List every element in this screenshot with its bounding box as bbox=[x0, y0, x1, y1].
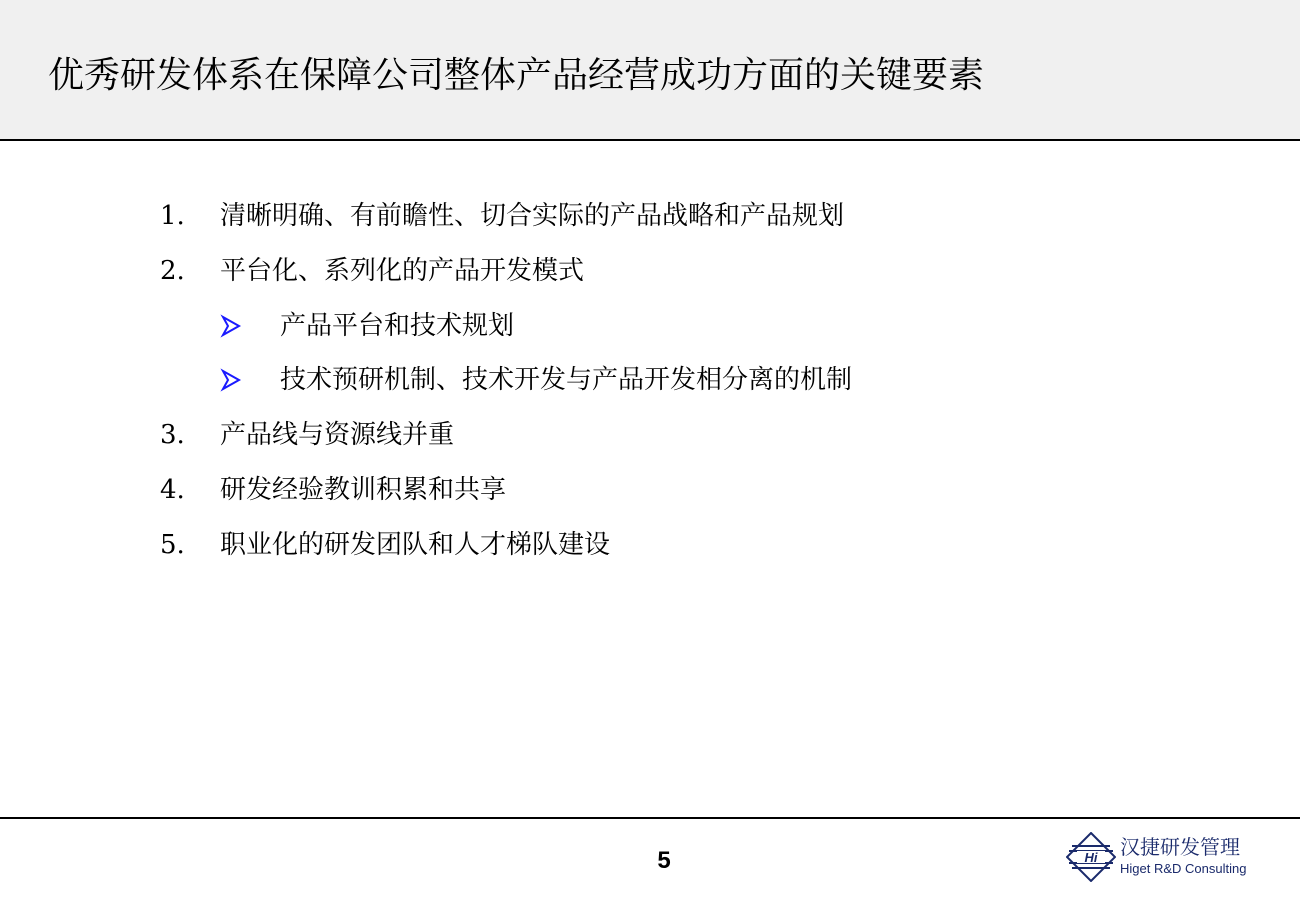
item-text: 研发经验教训积累和共享 bbox=[220, 475, 507, 505]
logo-name-cn: 汉捷研发管理 bbox=[1120, 835, 1240, 859]
item-number: 4. bbox=[160, 475, 185, 505]
company-logo bbox=[1066, 832, 1276, 886]
arrow-bullet-icon bbox=[220, 368, 242, 392]
item-number: 3. bbox=[160, 420, 185, 450]
sub-item-text: 产品平台和技术规划 bbox=[280, 311, 515, 341]
item-text: 职业化的研发团队和人才梯队建设 bbox=[220, 530, 611, 560]
footer-divider bbox=[0, 817, 1300, 819]
sub-item-text: 技术预研机制、技术开发与产品开发相分离的机制 bbox=[280, 365, 853, 395]
slide-title: 优秀研发体系在保障公司整体产品经营成功方面的关键要素 bbox=[48, 55, 985, 96]
item-number: 5. bbox=[160, 530, 185, 560]
item-text: 平台化、系列化的产品开发模式 bbox=[220, 256, 585, 286]
item-number: 1. bbox=[160, 201, 185, 231]
logo-mark-icon bbox=[1066, 832, 1116, 882]
item-text: 清晰明确、有前瞻性、切合实际的产品战略和产品规划 bbox=[220, 201, 845, 231]
item-text: 产品线与资源线并重 bbox=[220, 420, 455, 450]
logo-mark-text: Hi bbox=[1084, 850, 1098, 865]
page-number: 5 bbox=[657, 847, 671, 874]
logo-name-en: Higet R&D Consulting bbox=[1120, 861, 1247, 876]
item-number: 2. bbox=[160, 256, 185, 286]
arrow-bullet-icon bbox=[220, 314, 242, 338]
